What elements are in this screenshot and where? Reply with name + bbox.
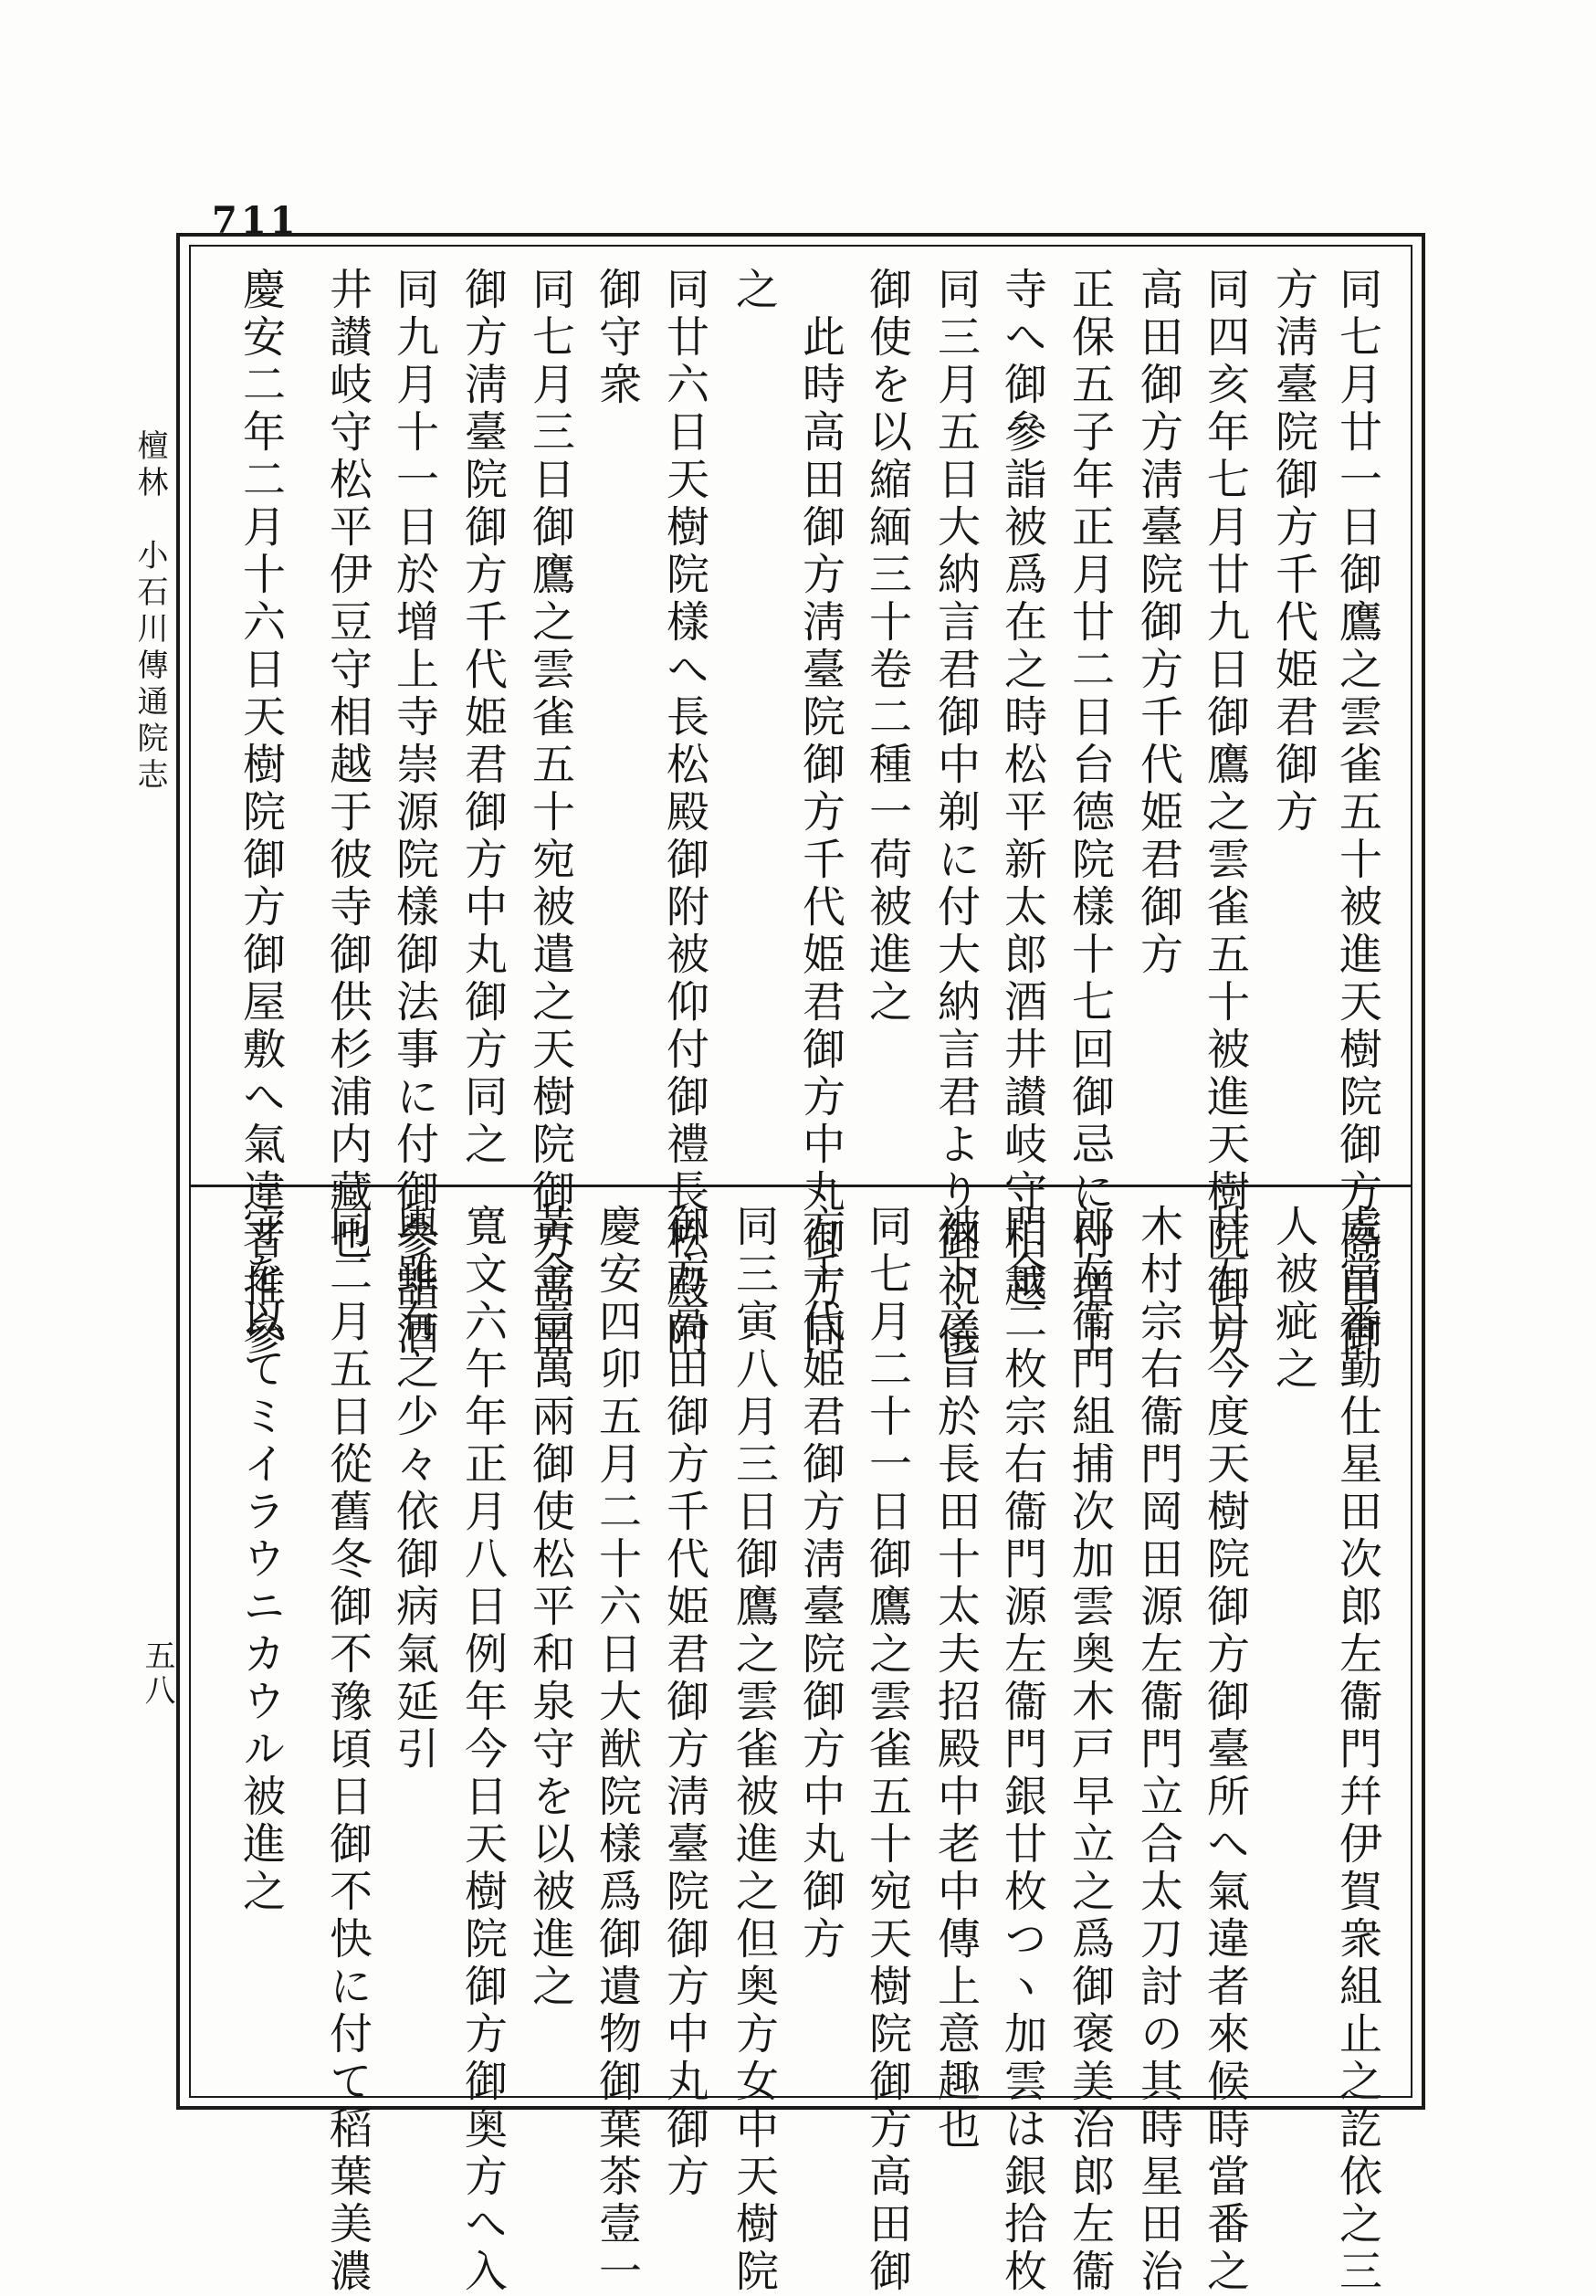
text-column: 守を以てミイラウニカウル被進之 [236,1204,286,1916]
text-column: 御方淸臺院御方千代姫君御方中丸御方同之 [457,267,508,1169]
text-column: 同七月三日御鷹之雲雀五十宛被遣之天樹院御方高田 [525,267,575,1359]
text-column: 方千代姫君御方淸臺院御方中丸御方 [795,1204,845,1964]
text-column: 方淸臺院御方千代姫君御方 [1268,267,1318,837]
text-column: 高田御方淸臺院御方千代姫君御方 [1133,267,1183,979]
text-column: 慶安四卯五月二十六日大猷院樣爲御遺物御葉茶壹一 [592,1204,642,2296]
text-column: 同四亥年七月廿九日御鷹之雲雀五十被進天樹院御方 [1200,267,1250,1359]
text-column: 寺へ御參詣被爲在之時松平新太郎酒井讃岐守相越 [997,267,1047,1311]
text-column: 同三月五日大納言君御中剃に付大納言君より御祝儀 [930,267,981,1359]
text-column: 人被疵之 [1268,1204,1318,1394]
running-title: 檀林 小石川傳通院志 [131,429,168,795]
text-column: 處當番勤仕星田次郎左衞門幷伊賀衆組止之訖依之三 [1332,1204,1382,2296]
text-column: 同廿六日天樹院樣へ長松殿御附被仰付御禮長松殿附 [659,267,709,1359]
text-column: 之 [729,267,779,314]
text-column: 御使を以縮緬三十卷二種一荷被進之 [862,267,912,1027]
text-column: 被下之旨於長田十太夫招殿中老中傳上意趣也 [930,1204,981,2154]
text-column: 黃金壹萬兩御使松平和泉守を以被進之 [525,1204,575,2011]
text-column: 郎左衞門組捕次加雲奥木戸早立之爲御褒美治郎左衞 [1065,1204,1115,2296]
text-column: 此時高田御方淸臺院御方千代姫君御方中丸御方同 [795,267,845,1359]
folio: 五八 [139,1639,175,1709]
text-column: 同三寅八月三日御鷹之雲雀被進之但奥方女中天樹院 [729,1204,779,2296]
text-column: 同九月十一日於增上寺崇源院樣御法事に付御參詣酒 [389,267,439,1359]
text-column: 門金二枚宗右衞門源左衞門銀廿枚つヽ加雲は銀拾枚 [997,1204,1047,2296]
text-column: 同七月廿一日御鷹之雲雀五十被進天樹院御方高田御 [1332,267,1382,1359]
text-column: 輿雖有之少々依御病氣延引 [389,1204,439,1774]
text-column: 御守衆 [592,267,642,409]
text-column: 木村宗右衞門岡田源左衞門立合太刀討の其時星田治 [1133,1204,1183,2296]
text-column: 同二月五日從舊冬御不豫頃日御不快に付て稻葉美濃 [322,1204,373,2296]
text-column: 慶安二年二月十六日天樹院御方御屋敷へ氣違者推參 [236,267,286,1359]
page-number: 711 [212,199,299,242]
text-column: 井讃岐守松平伊豆守相越于彼寺御供杉浦内藏也 [322,267,373,1264]
text-column: 寬文六午年正月八日例年今日天樹院御方御奥方へ入 [457,1204,508,2296]
text-column: 廿五日今度天樹院御方御臺所へ氣違者來候時當番之 [1200,1204,1250,2296]
text-column: 御方高田御方千代姫君御方淸臺院御方中丸御方 [659,1204,709,2201]
text-column: 同七月二十一日御鷹之雲雀五十宛天樹院御方高田御 [862,1204,912,2296]
text-column: 正保五子年正月廿二日台德院樣十七回御忌に付增上 [1065,267,1115,1359]
